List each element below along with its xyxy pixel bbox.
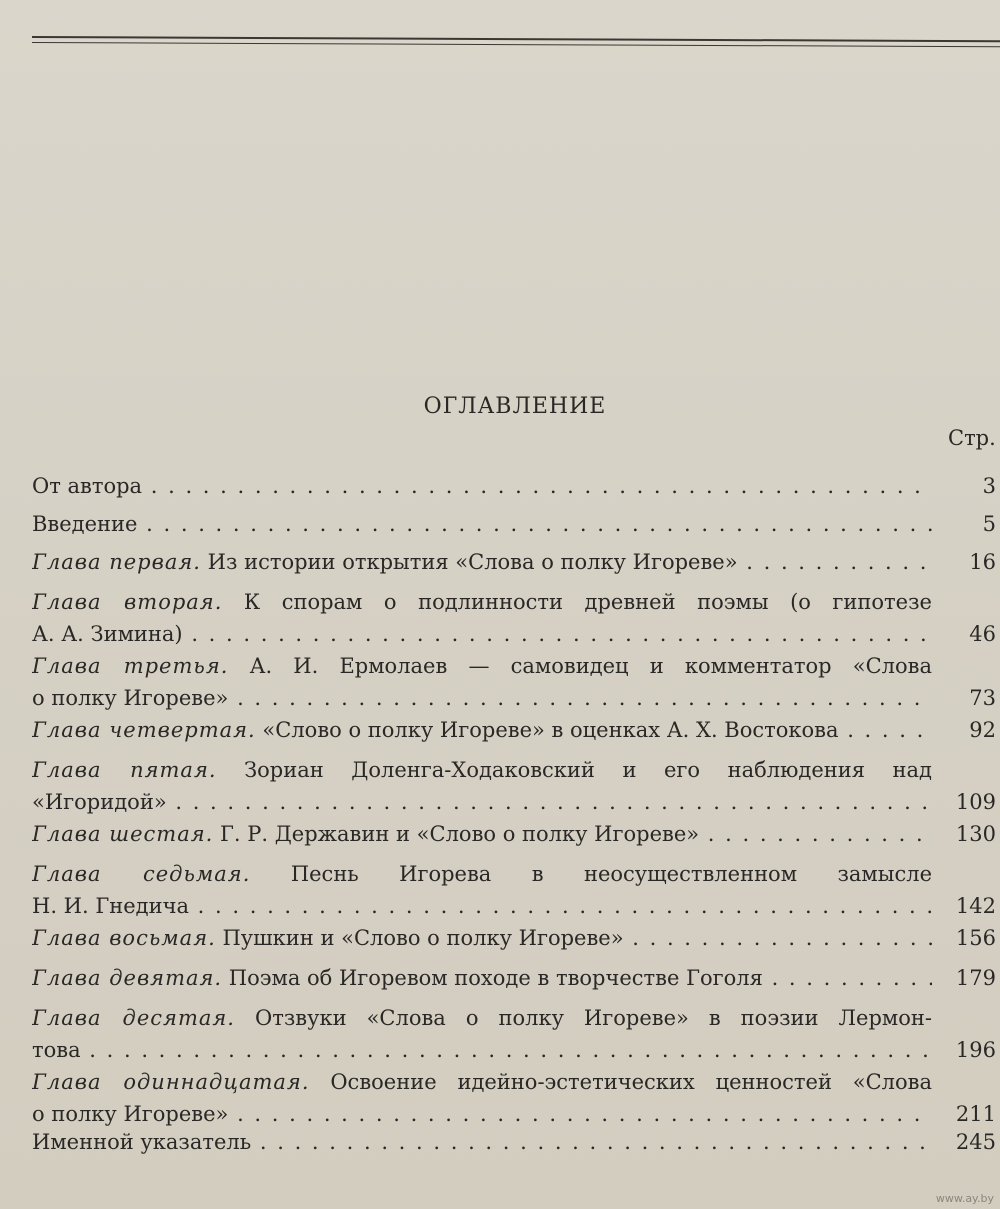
- toc-entry-line: [32, 618, 932, 650]
- entry-text: Поэма об Игоревом походе в творчестве Гоголя . .: [229, 966, 932, 990]
- toc-entry-line: [32, 1066, 932, 1098]
- entry-text: А. А. Зимина) . .: [32, 622, 932, 646]
- top-rule-thick: [32, 36, 1000, 42]
- page-number: 196: [955, 1038, 996, 1062]
- toc-entry: [32, 754, 932, 818]
- toc-entry: [32, 586, 932, 650]
- page-number: 16: [969, 550, 996, 574]
- toc-entry-line: [32, 818, 932, 850]
- entry-text: Из истории открытия «Слова о полку Игореве» . .: [208, 550, 932, 574]
- top-rule-thin: [32, 42, 1000, 47]
- page-number: 73: [969, 686, 996, 710]
- page-number: 245: [955, 1130, 996, 1154]
- entry-text: това . .: [32, 1038, 932, 1062]
- entry-text: От автора . .: [32, 474, 932, 498]
- page-number: 130: [955, 822, 996, 846]
- chapter-label: Глава девятая.: [32, 966, 223, 990]
- toc-entry: [32, 470, 932, 502]
- toc-entry: [32, 818, 932, 850]
- page-number: 5: [982, 512, 996, 536]
- watermark: www.ay.by: [935, 1192, 994, 1205]
- toc-entry-line: [32, 682, 932, 714]
- toc-entry-line: [32, 1126, 932, 1158]
- chapter-label: Глава вторая.: [32, 590, 223, 614]
- entry-text: «Игоридой» . .: [32, 790, 932, 814]
- toc-entry-line: [32, 650, 932, 682]
- toc-entry-line: [32, 508, 932, 540]
- toc-entry: [32, 1066, 932, 1130]
- toc-entry: [32, 922, 932, 954]
- chapter-label: Глава восьмая.: [32, 926, 216, 950]
- entry-text: Песнь Игорева в неосуществленном замысле: [290, 862, 932, 886]
- entry-text: Зориан Доленга-Ходаковский и его наблюдения над: [244, 758, 932, 782]
- page-number: 3: [982, 474, 996, 498]
- page-number: 109: [955, 790, 996, 814]
- toc-entry: [32, 508, 932, 540]
- page-number: 211: [955, 1102, 996, 1126]
- entry-text: Н. И. Гнедича . .: [32, 894, 932, 918]
- toc-entry-line: [32, 714, 932, 746]
- toc-entry: [32, 858, 932, 922]
- chapter-label: Глава пятая.: [32, 758, 217, 782]
- entry-text: о полку Игореве» . .: [32, 686, 932, 710]
- entry-text: Пушкин и «Слово о полку Игореве» . .: [222, 926, 932, 950]
- entry-text: К спорам о подлинности древней поэмы (о гипотезе: [243, 590, 932, 614]
- toc-entry-line: [32, 1034, 932, 1066]
- chapter-label: Глава седьмая.: [32, 862, 251, 886]
- chapter-label: Глава шестая.: [32, 822, 214, 846]
- chapter-label: Глава одиннадцатая.: [32, 1070, 310, 1094]
- toc-entry-line: [32, 754, 932, 786]
- chapter-label: Глава третья.: [32, 654, 229, 678]
- page-number: 156: [955, 926, 996, 950]
- page-number: 92: [969, 718, 996, 742]
- toc-entry: [32, 1126, 932, 1158]
- entry-text: Г. Р. Державин и «Слово о полку Игореве» . .: [220, 822, 932, 846]
- chapter-label: Глава первая.: [32, 550, 201, 574]
- page-number: 179: [955, 966, 996, 990]
- entry-text: Отзвуки «Слова о полку Игореве» в поэзии Лермон-: [254, 1006, 932, 1030]
- toc-entry-line: [32, 470, 932, 502]
- page-title: ОГЛАВЛЕНИЕ: [423, 394, 607, 419]
- toc-entry: [32, 1002, 932, 1066]
- toc-entry-line: [32, 586, 932, 618]
- toc-entry-line: [32, 786, 932, 818]
- toc-entry-line: [32, 890, 932, 922]
- entry-text: А. И. Ермолаев — самовидец и комментатор «Слова: [249, 654, 932, 678]
- toc-entry-line: [32, 1002, 932, 1034]
- chapter-label: Глава десятая.: [32, 1006, 235, 1030]
- toc-entry-line: [32, 922, 932, 954]
- toc-entry-line: [32, 962, 932, 994]
- page-number: 142: [955, 894, 996, 918]
- toc-entry-line: [32, 858, 932, 890]
- toc-entry: [32, 962, 932, 994]
- entry-text: Освоение идейно-эстетических ценностей «Слова: [330, 1070, 932, 1094]
- entry-text: «Слово о полку Игореве» в оценках А. Х. Востокова . .: [262, 718, 932, 742]
- toc-entry: [32, 650, 932, 714]
- page-number: 46: [969, 622, 996, 646]
- entry-text: Именной указатель . .: [32, 1130, 932, 1154]
- toc-entry-line: [32, 546, 932, 578]
- entry-text: Введение . .: [32, 512, 932, 536]
- entry-text: о полку Игореве» . .: [32, 1102, 932, 1126]
- page-column-label: Стр.: [948, 426, 996, 450]
- chapter-label: Глава четвертая.: [32, 718, 256, 742]
- toc-entry: [32, 546, 932, 578]
- toc-entry: [32, 714, 932, 746]
